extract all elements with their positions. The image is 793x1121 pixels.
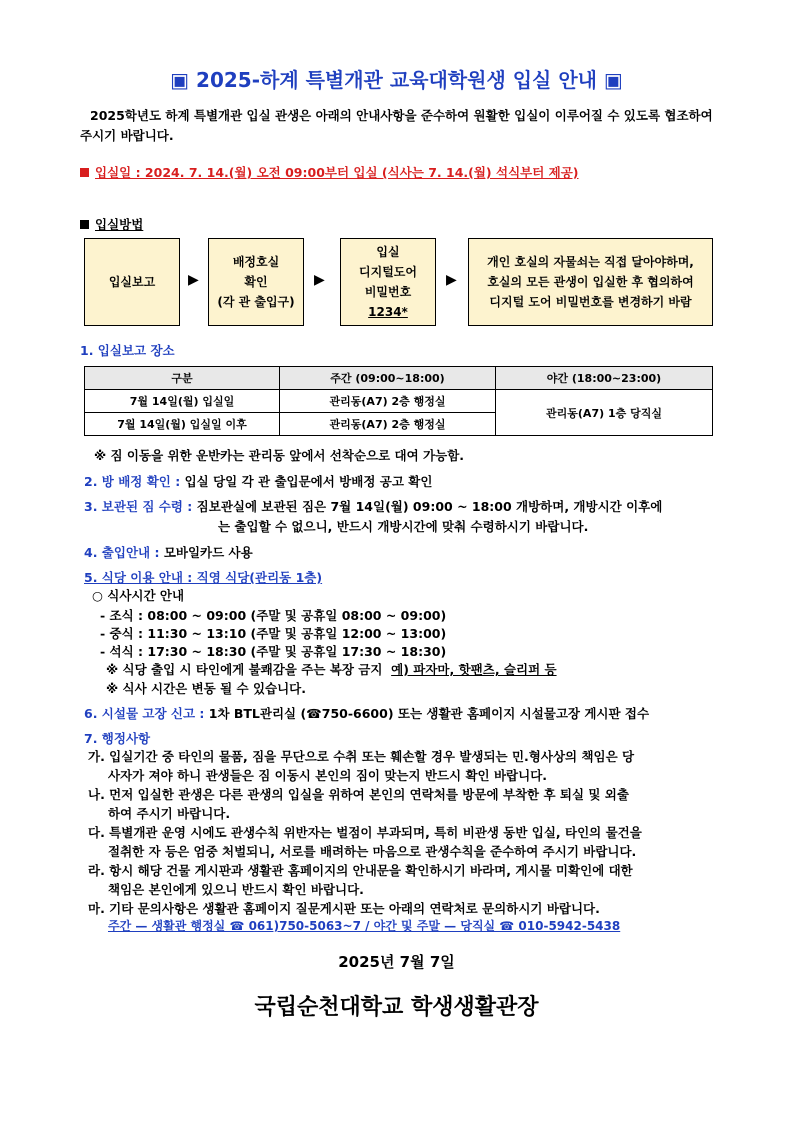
step-room-check — [208, 238, 304, 326]
meal-breakfast: - 조식 : 08:00 ~ 09:00 (주말 및 공휴일 08:00 ~ 09:00) — [100, 608, 447, 623]
section-3 — [84, 497, 662, 515]
section-6-text: 1차 BTL관리실 (☎750-6600) 또는 생활관 홈페이지 시설물고장 게시판 접수 — [208, 706, 650, 721]
admin-item-e: 마. 기타 문의사항은 생활관 홈페이지 질문게시판 또는 아래의 연락처로 문의하시기 바랍니다. — [88, 901, 600, 916]
admin-item-d-cont: 책임은 본인에게 있으니 반드시 확인 바랍니다. — [108, 882, 364, 897]
method-header — [80, 215, 143, 233]
section-2 — [84, 472, 432, 490]
section-1-title: 1. 입실보고 장소 — [80, 343, 175, 358]
dress-note-example: 예) 파자마, 핫팬츠, 슬리퍼 등 — [391, 662, 557, 677]
section-3-label: 3. 보관된 짐 수령 : — [84, 499, 193, 514]
intro-text: 2025학년도 하계 특별개관 입실 관생은 아래의 안내사항을 준수하여 원활한 입실이 이루어질 수 있도록 협조하여 주시기 바랍니다. — [80, 108, 713, 143]
method-header-text: 입실방법 — [95, 217, 144, 232]
step-lock-note — [468, 238, 713, 326]
table-header: 구분 — [85, 367, 280, 390]
admin-item-a: 가. 입실기간 중 타인의 물품, 짐을 무단으로 수취 또는 훼손할 경우 발생되는 민.형사상의 책임은 당 — [88, 749, 635, 764]
section-3-text: 짐보관실에 보관된 짐은 7월 14일(월) 09:00 ~ 18:00 개방하며, 개방시간 이후에 — [196, 499, 663, 514]
table-cell: 관리동(A7) 2층 행정실 — [280, 413, 496, 436]
section-3-text-cont: 는 출입할 수 없으니, 반드시 개방시간에 맞춰 수령하시기 바랍니다. — [218, 519, 589, 534]
meal-time-note: ※ 식사 시간은 변동 될 수 있습니다. — [106, 681, 306, 696]
dress-note — [106, 660, 557, 678]
step-line: (각 관 출입구) — [217, 295, 295, 309]
section-6-label: 6. 시설물 고장 신고 : — [84, 706, 205, 721]
section-4-text: 모바일카드 사용 — [163, 545, 253, 560]
section-7-title: 7. 행정사항 — [84, 731, 151, 746]
admin-item-c-cont: 절취한 자 등은 엄중 처벌되니, 서로를 배려하는 마음으로 관생수칙을 준수하여 주시기 바랍니다. — [108, 844, 637, 859]
table-cell: 관리동(A7) 2층 행정실 — [280, 390, 496, 413]
arrow-icon: ▶ — [446, 272, 457, 288]
admin-item-b-cont: 하여 주시기 바랍니다. — [108, 806, 231, 821]
meal-lunch: - 중식 : 11:30 ~ 13:10 (주말 및 공휴일 12:00 ~ 13:00) — [100, 626, 447, 641]
section-4 — [84, 543, 253, 561]
section-5-title: 5. 식당 이용 안내 : 직영 식당(관리동 1층) — [84, 570, 323, 585]
step-line: 비밀번호 — [364, 285, 412, 299]
step-line: 디지털 도어 비밀번호를 변경하기 바람 — [489, 295, 692, 309]
meal-dinner: - 석식 : 17:30 ~ 18:30 (주말 및 공휴일 17:30 ~ 18:30) — [100, 644, 447, 659]
section-2-text: 입실 당일 각 관 출입문에서 방배정 공고 확인 — [184, 474, 433, 489]
table-cell: 7월 14일(월) 입실일 — [85, 390, 280, 413]
contact-info: 주간 — 생활관 행정실 ☎ 061)750-5063~7 / 야간 및 주말 — 당직실 ☎ 010-5942-5438 — [108, 919, 621, 933]
step-report — [84, 238, 180, 326]
section-2-label: 2. 방 배정 확인 : — [84, 474, 181, 489]
step-line: 디지털도어 — [359, 265, 417, 279]
admin-item-a-cont: 사자가 져야 하니 관생들은 짐 이동시 본인의 짐이 맞는지 반드시 확인 바랍니다. — [108, 768, 548, 783]
admin-item-c: 다. 특별개관 운영 시에도 관생수칙 위반자는 벌점이 부과되며, 특히 비관생 동반 입실, 타인의 물건을 — [88, 825, 642, 840]
move-in-date — [80, 163, 579, 181]
table-cell-night: 관리동(A7) 1층 당직실 — [496, 390, 713, 436]
dress-note-text: ※ 식당 출입 시 타인에게 불쾌감을 주는 복장 금지 — [106, 662, 383, 677]
step-line: 배정호실 — [232, 255, 280, 269]
table-header: 야간 (18:00~23:00) — [496, 367, 713, 390]
move-in-date-text: 입실일 : 2024. 7. 14.(월) 오전 09:00부터 입실 (식사는 7. 14.(월) 석식부터 제공) — [95, 165, 579, 180]
section-4-label: 4. 출입안내 : — [84, 545, 160, 560]
signature: 국립순천대학교 학생생활관장 — [254, 995, 539, 1020]
cart-note: ※ 짐 이동을 위한 운반카는 관리동 앞에서 선착순으로 대여 가능함. — [94, 448, 465, 463]
step-line: 확인 — [244, 275, 268, 289]
arrow-icon: ▶ — [188, 272, 199, 288]
step-line: 호실의 모든 관생이 입실한 후 협의하여 — [487, 275, 694, 289]
table-header-row — [85, 367, 713, 390]
section-6 — [84, 704, 649, 722]
arrow-icon: ▶ — [314, 272, 325, 288]
issue-date: 2025년 7월 7일 — [338, 953, 455, 971]
report-location-table — [84, 366, 713, 436]
step-line: 개인 호실의 자물쇠는 직접 달아야하며, — [487, 255, 694, 269]
page-title: ▣ 2025-하계 특별개관 교육대학원생 입실 안내 ▣ — [170, 68, 623, 92]
admin-item-b: 나. 먼저 입실한 관생은 다른 관생의 입실을 위하여 본인의 연락처를 방문에 부착한 후 퇴실 및 외출 — [88, 787, 629, 802]
meal-time-header: ○ 식사시간 안내 — [92, 588, 185, 603]
step-door-password — [340, 238, 436, 326]
admin-item-d: 라. 항시 해당 건물 게시판과 생활관 홈페이지의 안내문을 확인하시기 바라며, 게시물 미확인에 대한 — [88, 863, 633, 878]
step-line: 입실 — [376, 245, 400, 259]
step-line: 입실보고 — [108, 275, 156, 289]
table-cell: 7월 14일(월) 입실일 이후 — [85, 413, 280, 436]
table-row — [85, 390, 713, 413]
door-password: 1234* — [368, 305, 408, 319]
table-header: 주간 (09:00~18:00) — [280, 367, 496, 390]
